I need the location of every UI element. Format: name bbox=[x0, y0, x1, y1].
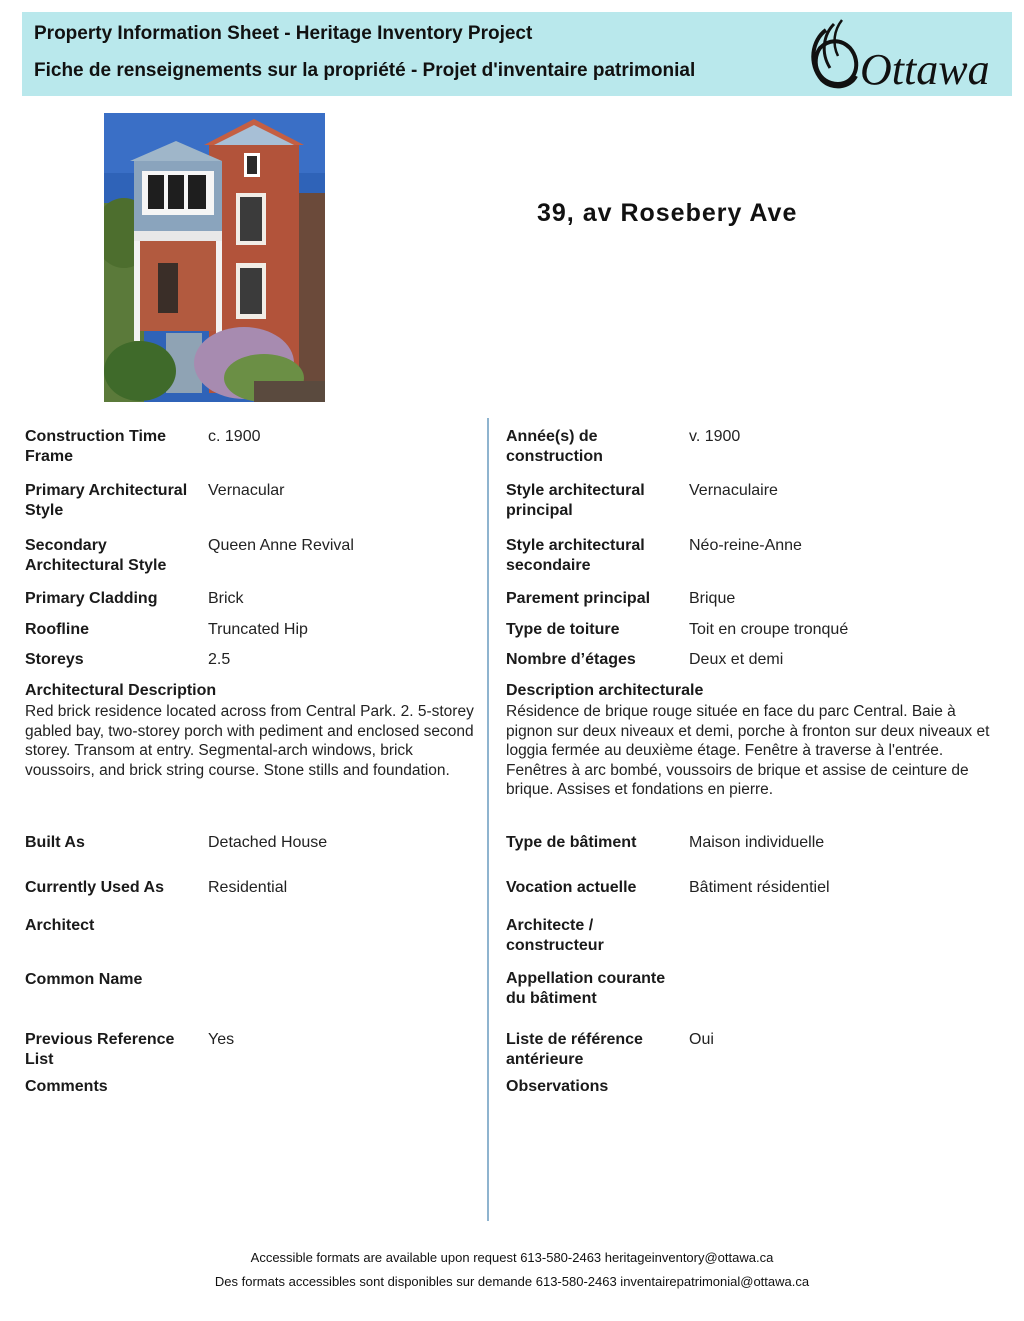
observations-label: Observations bbox=[506, 1078, 609, 1095]
type-toiture-label: Type de toiture bbox=[506, 621, 620, 638]
ottawa-logo bbox=[804, 18, 1004, 94]
nombre-etages-value: Deux et demi bbox=[689, 651, 784, 668]
comments-label: Comments bbox=[25, 1078, 108, 1095]
property-photo bbox=[104, 113, 325, 402]
architectural-description-label: Architectural Description bbox=[25, 682, 217, 699]
title-english: Property Information Sheet - Heritage Inventory Project bbox=[34, 23, 533, 44]
secondary-style-label: Secondary Architectural Style bbox=[25, 537, 167, 574]
description-architecturale-text: Résidence de brique rouge située en face du parc Central. Baie à pignon sur deux niveaux et demi, porche à fronton sur deux niveaux et loggia fermée au deuxième étage. Fenêtre à traverse à l'entrée. Fenêtres à arc bombé, voussoirs de brique et assise de ceinture de brique. Assises et fondations en pierre. bbox=[506, 703, 990, 798]
property-address: 39, av Rosebery Ave bbox=[537, 199, 798, 227]
currently-used-as-value: Residential bbox=[208, 879, 288, 896]
currently-used-as-label: Currently Used As bbox=[25, 879, 164, 896]
liste-reference-label: Liste de référence antérieure bbox=[506, 1031, 643, 1068]
secondary-style-value: Queen Anne Revival bbox=[208, 537, 354, 554]
storeys-label: Storeys bbox=[25, 651, 84, 668]
column-divider bbox=[487, 418, 489, 1221]
style-principal-value: Vernaculaire bbox=[689, 482, 778, 499]
primary-style-label: Primary Architectural Style bbox=[25, 482, 188, 519]
built-as-label: Built As bbox=[25, 834, 85, 851]
footer-accessibility-english: Accessible formats are available upon request 613-580-2463 heritageinventory@ottawa.ca bbox=[250, 1250, 774, 1265]
type-batiment-value: Maison individuelle bbox=[689, 834, 825, 851]
primary-style-value: Vernacular bbox=[208, 482, 285, 499]
style-secondaire-label: Style architectural secondaire bbox=[506, 537, 645, 574]
previous-reference-value: Yes bbox=[208, 1031, 235, 1048]
primary-cladding-value: Brick bbox=[208, 590, 244, 607]
header-banner bbox=[22, 12, 1012, 96]
vocation-actuelle-value: Bâtiment résidentiel bbox=[689, 879, 830, 896]
footer-accessibility-french: Des formats accessibles sont disponibles sur demande 613-580-2463 inventairepatrimonial@ottawa.ca bbox=[214, 1274, 810, 1289]
architecte-constructeur-label: Architecte / constructeur bbox=[506, 917, 604, 954]
built-as-value: Detached House bbox=[208, 834, 328, 851]
parement-principal-value: Brique bbox=[689, 590, 736, 607]
architect-label: Architect bbox=[25, 917, 95, 934]
roofline-value: Truncated Hip bbox=[208, 621, 308, 638]
common-name-label: Common Name bbox=[25, 971, 143, 988]
style-principal-label: Style architectural principal bbox=[506, 482, 645, 519]
annee-construction-value: v. 1900 bbox=[689, 428, 741, 445]
appellation-courante-label: Appellation courante du bâtiment bbox=[506, 970, 666, 1007]
vocation-actuelle-label: Vocation actuelle bbox=[506, 879, 637, 896]
architectural-description-text: Red brick residence located across from Central Park. 2. 5-storey gabled bay, two-storey porch with pediment and enclosed second storey. Transom at entry. Segmental-arch windows, brick voussoirs, and brick string course. Stone stills and foundation. bbox=[25, 703, 474, 779]
type-batiment-label: Type de bâtiment bbox=[506, 834, 637, 851]
previous-reference-label: Previous Reference List bbox=[25, 1031, 175, 1068]
title-french: Fiche de renseignements sur la propriété - Projet d'inventaire patrimonial bbox=[34, 60, 696, 81]
construction-time-value: c. 1900 bbox=[208, 428, 261, 445]
annee-construction-label: Année(s) de construction bbox=[506, 428, 603, 465]
style-secondaire-value: Néo-reine-Anne bbox=[689, 537, 802, 554]
construction-time-label: Construction Time Frame bbox=[25, 428, 167, 465]
nombre-etages-label: Nombre d’étages bbox=[506, 651, 636, 668]
storeys-value: 2.5 bbox=[208, 651, 231, 668]
description-architecturale-label: Description architecturale bbox=[506, 682, 704, 699]
parement-principal-label: Parement principal bbox=[506, 590, 651, 607]
logo-wordmark: Ottawa bbox=[860, 45, 990, 94]
primary-cladding-label: Primary Cladding bbox=[25, 590, 158, 607]
liste-reference-value: Oui bbox=[689, 1031, 714, 1048]
type-toiture-value: Toit en croupe tronqué bbox=[689, 621, 849, 638]
roofline-label: Roofline bbox=[25, 621, 89, 638]
